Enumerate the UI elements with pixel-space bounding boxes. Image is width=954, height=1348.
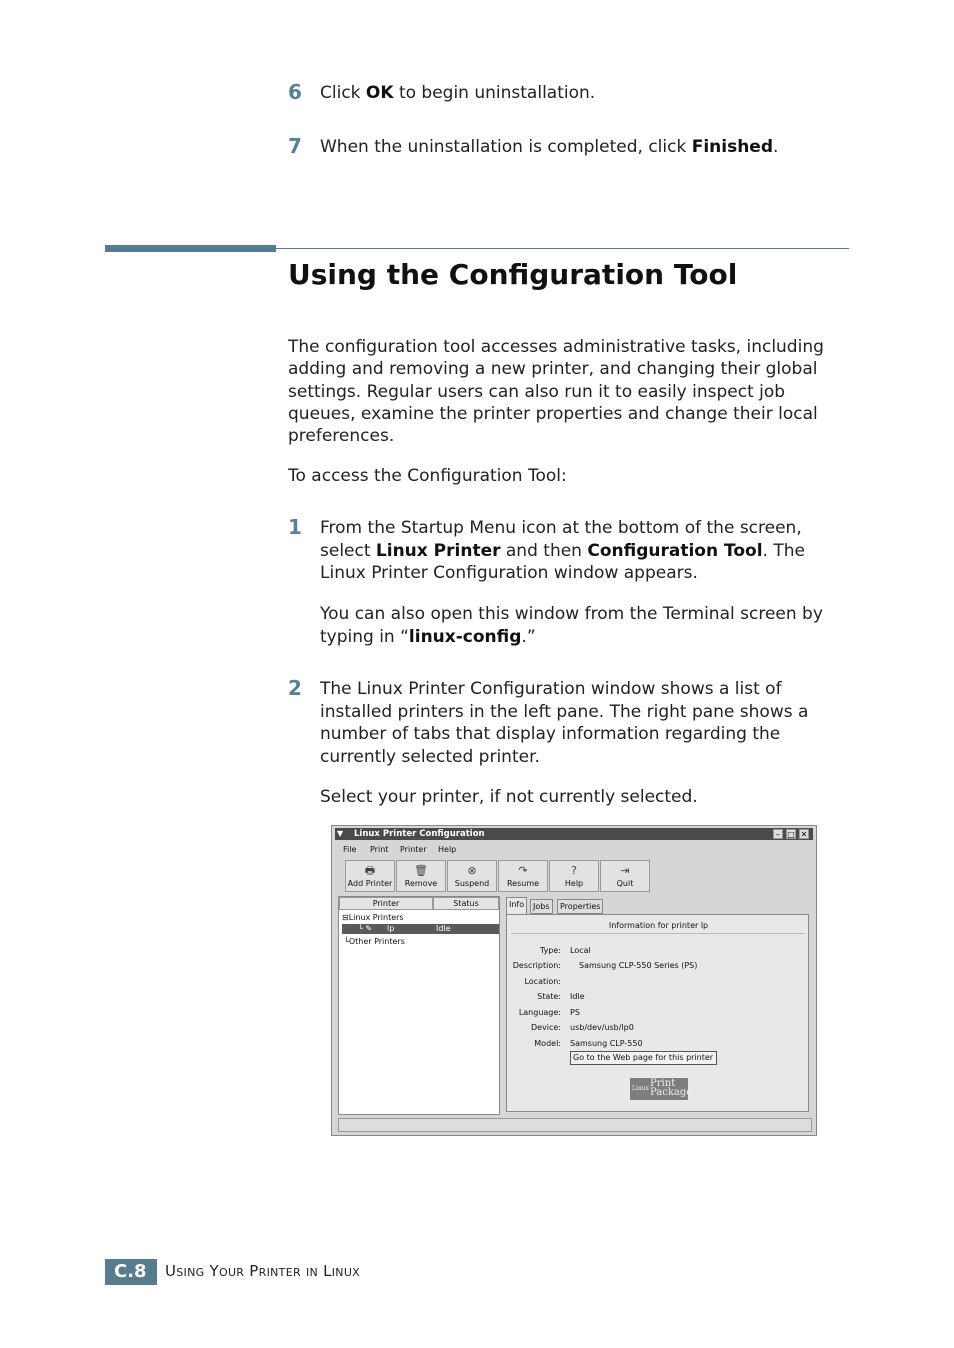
- step-6-bold: OK: [365, 83, 394, 103]
- field-state-value: Idle: [570, 992, 585, 1001]
- suspend-label: Suspend: [454, 879, 490, 888]
- info-title: Information for printer lp: [608, 921, 709, 930]
- remove-button[interactable]: [396, 860, 446, 892]
- logo-small-text: Linux: [632, 1085, 650, 1092]
- step-number-1: 1: [288, 515, 302, 539]
- step-1-t2: and then: [500, 540, 588, 561]
- printer-icon: └ ✎: [358, 924, 373, 933]
- step-7-text: [320, 136, 850, 159]
- menu-bar: [335, 843, 813, 857]
- resume-label: Resume: [506, 879, 540, 888]
- step-1-b2: Configuration Tool: [587, 540, 763, 561]
- step-6-pre: Click: [320, 83, 366, 103]
- step-7-post: .: [773, 137, 779, 157]
- logo-text-package: Package: [650, 1087, 693, 1098]
- field-type-label: Type:: [539, 946, 561, 955]
- menu-help[interactable]: Help: [438, 845, 457, 854]
- printer-status: Idle: [436, 924, 451, 933]
- printer-row-lp[interactable]: [342, 924, 499, 934]
- field-language-value: PS: [570, 1008, 580, 1017]
- step-1-t3: . The Linux Printer Configuration window appears.: [320, 540, 805, 583]
- step-6-post: to begin uninstallation.: [393, 83, 596, 103]
- step-6-text: [320, 82, 850, 105]
- tree-expander-icon[interactable]: ⊟: [342, 913, 349, 922]
- menu-print[interactable]: Print: [370, 845, 389, 854]
- menu-file[interactable]: File: [343, 845, 357, 854]
- footer-chapter-title: Using Your Printer in Linux: [165, 1262, 361, 1280]
- step-number-7: 7: [288, 134, 302, 158]
- field-description-label: Description:: [512, 961, 561, 970]
- step-1-t1: From the Startup Menu icon at the bottom of the screen, select: [320, 518, 802, 561]
- menu-printer[interactable]: Printer: [400, 845, 427, 854]
- status-bar: [338, 1118, 812, 1132]
- page-number-badge: C.8: [105, 1259, 157, 1285]
- access-line: To access the Configuration Tool:: [288, 466, 567, 486]
- step-number-2: 2: [288, 676, 302, 700]
- quit-button[interactable]: [600, 860, 650, 892]
- window-title: Linux Printer Configuration: [354, 829, 485, 839]
- window-titlebar: [335, 828, 813, 840]
- step-1-sub-pre: You can also open this window from the Terminal screen by typing in “: [320, 604, 823, 647]
- field-device-label: Device:: [530, 1023, 561, 1032]
- step-number-6: 6: [288, 80, 302, 104]
- tab-info[interactable]: Info: [506, 897, 527, 914]
- step-1-sub-post: .”: [521, 626, 536, 647]
- printer-name: lp: [387, 924, 395, 933]
- info-divider: [511, 933, 805, 934]
- printer-add-icon: 🖶: [364, 864, 376, 877]
- add-printer-label: Add Printer: [347, 879, 393, 888]
- tree-branch-icon: └: [344, 937, 349, 946]
- help-label: Help: [564, 879, 584, 888]
- linux-print-package-logo: [630, 1078, 693, 1100]
- info-panel: [506, 914, 809, 1112]
- step-1-subtext: [320, 603, 850, 648]
- logo-text-print: Print: [650, 1078, 676, 1089]
- section-rule-thin: [276, 248, 849, 249]
- help-button[interactable]: [549, 860, 599, 892]
- quit-label: Quit: [616, 879, 634, 888]
- minimize-icon[interactable]: –: [773, 829, 783, 839]
- suspend-button[interactable]: [447, 860, 497, 892]
- column-status[interactable]: Status: [433, 897, 499, 910]
- tab-properties[interactable]: Properties: [557, 899, 603, 914]
- config-window-screenshot: [331, 825, 817, 1136]
- field-description-value: Samsung CLP-550 Series (PS): [579, 961, 698, 970]
- intro-paragraph: The configuration tool accesses administrative tasks, including adding and removing a new printer, and changing their global settings. Regular users can also run it to easily inspect job queues, examine the printer properties and change their local preferences.: [288, 337, 824, 447]
- resume-button[interactable]: [498, 860, 548, 892]
- step-2-text: The Linux Printer Configuration window shows a list of installed printers in the left pane. The right pane shows a number of tabs that display information regarding the currently selected printer.: [320, 679, 809, 767]
- field-type-value: Local: [570, 946, 591, 955]
- tree-other-printers[interactable]: [344, 937, 405, 946]
- section-title: Using the Configuration Tool: [288, 258, 738, 291]
- field-model-label: Model:: [534, 1039, 561, 1048]
- step-7-bold: Finished: [691, 137, 774, 157]
- step-7-pre: When the uninstallation is completed, click: [320, 137, 692, 157]
- resume-icon: ↷: [518, 864, 528, 877]
- maximize-icon[interactable]: □: [787, 830, 795, 839]
- step-1-sub-bold: linux-config: [408, 626, 522, 647]
- tree-other-label: Other Printers: [348, 937, 405, 946]
- field-location-label: Location:: [524, 977, 561, 986]
- step-2-subtext: Select your printer, if not currently selected.: [320, 787, 698, 807]
- column-printer[interactable]: Printer: [339, 897, 433, 910]
- tree-root-label: Linux Printers: [348, 913, 404, 922]
- remove-label: Remove: [404, 879, 438, 888]
- section-rule-thick: [105, 245, 276, 252]
- close-icon[interactable]: ✕: [800, 830, 808, 839]
- stop-icon: ⊗: [467, 864, 477, 877]
- tree-root-linux-printers[interactable]: [342, 913, 404, 922]
- field-model-value: Samsung CLP-550: [570, 1039, 643, 1048]
- tab-jobs[interactable]: Jobs: [530, 899, 553, 914]
- trash-icon: 🗑: [414, 864, 428, 877]
- step-1-text: [320, 517, 850, 585]
- printer-list-pane: [338, 896, 500, 1115]
- field-language-label: Language:: [518, 1008, 561, 1017]
- field-device-value: usb/dev/usb/lp0: [570, 1023, 634, 1032]
- help-icon: ?: [571, 864, 577, 877]
- add-printer-button[interactable]: [345, 860, 395, 892]
- printer-info-pane: [504, 896, 812, 1115]
- step-1-b1: Linux Printer: [375, 540, 501, 561]
- field-state-label: State:: [537, 992, 561, 1001]
- window-menu-icon[interactable]: ▼: [337, 829, 344, 838]
- web-page-button[interactable]: Go to the Web page for this printer: [570, 1051, 717, 1065]
- quit-icon: ⇥: [620, 864, 630, 877]
